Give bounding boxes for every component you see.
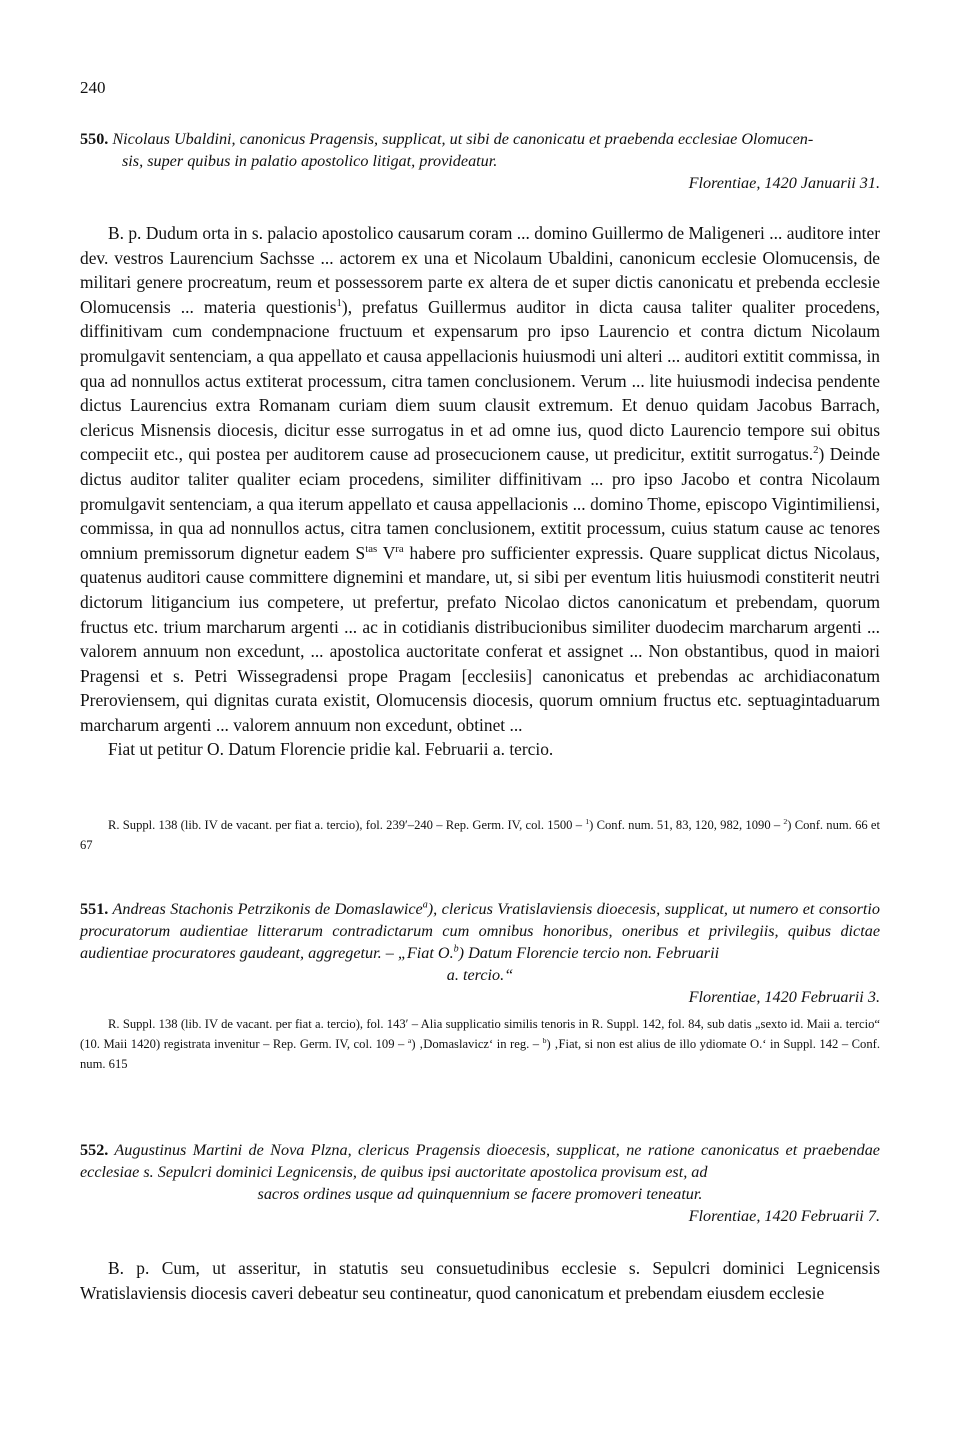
summary-text: Nicolaus Ubaldini, canonicus Pragensis, supplicat, ut sibi de canonicatu et praebenda ecclesiae Olomucen- (112, 130, 814, 148)
entry-body (80, 1256, 880, 1305)
notes-segment: ) Conf. num. 51, 83, 120, 982, 1090 – (589, 818, 784, 832)
entry-552-body (80, 1256, 880, 1305)
page-number: 240 (80, 78, 106, 97)
entry-number: 552. (80, 1141, 109, 1159)
superscript: ra (395, 542, 404, 555)
entry-summary (80, 128, 880, 172)
apparatus-notes (80, 815, 880, 855)
notes-segment: R. Suppl. 138 (lib. IV de vacant. per fiat a. tercio), fol. 239′–240 – Rep. Germ. IV, col. 1500 – (108, 818, 586, 832)
notes-segment: R. Suppl. 138 (lib. IV de vacant. per fiat a. tercio), fol. 143′ – Alia supplicatio similis tenoris in R. Suppl. 142, fol. 84, sub datis „sexto id. Maii a. tercio“ (10. Maii 1420) registrata invenitur – Rep. Germ. IV, col. 109 – (80, 1017, 880, 1051)
entry-number: 551. (80, 900, 109, 918)
body-segment: habere pro sufficienter expressis. Quare supplicat dictus Nicolaus, quatenus auditori cause committere dignemini et mandare, ut, si sibi per eventum litis huiusmodi constiterit neutri dictorum litigancium ius competere, ut prefertur, prefato Nicolao dictos canonicatum et prebendam, quorum fructus etc. trium marcharum argenti ... ac in cotidianis distribucionibus similiter duodecim marcharum argenti ... valorem annuum non excedunt, ... apostolica auctoritate conferat et assignet ... Non obstantibus, quod in maiori Pragensi et s. Petri Wissegradensi prope Pragam [ecclesiis] canonicatus et prebendas ac archidiaconatum Preroviensem, qui dignitas curata existit, Olomucensis diocesis, quorum omnium fructus etc. septuagintaduarum marcharum argenti ... valorem annuum non excedunt, obtinet ... (80, 542, 880, 735)
entry-550-notes (80, 815, 880, 855)
footnote-ref: 2 (813, 444, 819, 457)
footnote-marker: a (407, 1035, 412, 1045)
entry-date: Florentiae, 1420 Februarii 3. (688, 988, 880, 1006)
body-segment: V (377, 542, 396, 563)
body-segment: B. p. Dudum orta in s. palacio apostolico causarum coram ... domino Guillermo de Maligeneri ... auditore inter dev. vestros Laurencium Sachsse ... actorem ex una et Nicolaum Ubaldini, canonicum ecclesie Olomucensis, de militari genere procreatum, reum et possessorem parte ex altera de et super dictis canonicatu et prebenda ecclesie Olomucensis ... materia questionis (80, 223, 880, 317)
entry-date: Florentiae, 1420 Februarii 7. (688, 1207, 880, 1225)
entry-551 (80, 898, 880, 1008)
entry-body (80, 221, 880, 737)
footnote-marker: b (542, 1035, 547, 1045)
summary-last-line: a. tercio.“ (446, 966, 514, 984)
fiat-line: Fiat ut petitur O. Datum Florencie pridie kal. Februarii a. tercio. (108, 739, 554, 760)
body-paragraph: B. p. Cum, ut asseritur, in statutis seu consuetudinibus ecclesie s. Sepulcri dominici Legnicensis Wratislaviensis diocesis caveri debeatur seu contineatur, quod canonicatum et prebendam eiusdem ecclesie (80, 1258, 880, 1303)
entry-550 (80, 128, 880, 194)
footnote-ref: b (453, 943, 459, 955)
summary-continuation: sis, super quibus in palatio apostolico litigat, provideatur. (122, 152, 498, 170)
summary-text: Andreas Stachonis Petrzikonis de Domaslawice (112, 900, 423, 918)
entry-551-notes (80, 1014, 880, 1074)
entry-summary (80, 1139, 880, 1205)
entry-number: 550. (80, 130, 109, 148)
notes-segment: ) ‚Fiat, si non est alius de illo ydiomate O.‘ in Suppl. 142 – Conf. num. 615 (80, 1037, 880, 1071)
footnote-ref: a (422, 899, 428, 911)
summary-text: ), clericus Vratislaviensis dioecesis, supplicat, ut numero et consortio procuratorum audientiae litterarum contradictarum cum omnibus honoribus, oneribus et privilegiis, quibus dictae audientiae procuratores gaudeant, aggregetur. – „Fiat O. (80, 900, 880, 962)
footnote-ref: 1 (336, 296, 342, 309)
notes-segment: ) ‚Domaslavicz‘ in reg. – (411, 1037, 543, 1051)
apparatus-notes (80, 1014, 880, 1074)
superscript: tas (365, 542, 378, 555)
entry-date: Florentiae, 1420 Januarii 31. (688, 174, 880, 192)
footnote-marker: 2 (783, 816, 788, 826)
footnote-marker: 1 (585, 816, 590, 826)
summary-text: ) Datum Florencie tercio non. Februarii (458, 944, 720, 962)
summary-last-line: sacros ordines usque ad quinquennium se facere promoveri teneatur. (257, 1185, 703, 1203)
body-segment: ), prefatus Guillermus auditor in dicta causa taliter qualiter procedens, diffinitivam cum condempnacione fructuum et expensarum pro ipso Laurencio et contra dictum Nicolaum promulgavit sentenciam, a qua appellato et causa appellacionis huiusmodi uni alteri ... auditori extitit commissa, in qua ad nonnullos actus extiterat processum, citra tamen conclusionem. Verum ... lite huiusmodi indecisa pendente dictus Laurencius extra Romanam curiam diem suum clausit extremum. Et denuo quidam Jacobus Barrach, clericus Misnensis diocesis, dicitur esse surrogatus in et ad omne ius, quod dicto Laurencio tempore sui obitus compeciit etc., qui postea per auditorem cause ad prosecucionem cause, ut predicitur, extitit surrogatus. (80, 296, 880, 465)
entry-550-body (80, 221, 880, 761)
body-segment: ) Deinde dictus auditor taliter qualiter eciam procedens, similiter diffinitivam ... pro ipso Jacobo et contra Nicolaum promulgavit sentenciam, a qua iterum appellato et causa appellacionis ... domino Thome, episcopo Vigintimiliensi, commissa, in qua ad nonnullos actus, citra tamen conclusionem, extitit processum, cuius statum cause ac tenores omnium premissorum dignetur eadem S (80, 444, 880, 563)
entry-552 (80, 1139, 880, 1227)
notes-segment: ) Conf. num. 66 et 67 (80, 818, 880, 852)
entry-summary (80, 898, 880, 986)
summary-text: Augustinus Martini de Nova Plzna, clericus Pragensis dioecesis, supplicat, ne ratione canonicatus et praebendae ecclesiae s. Sepulcri dominici Legnicensis, de quibus ipsi auctoritate apostolica provisum est, ad (80, 1141, 880, 1181)
